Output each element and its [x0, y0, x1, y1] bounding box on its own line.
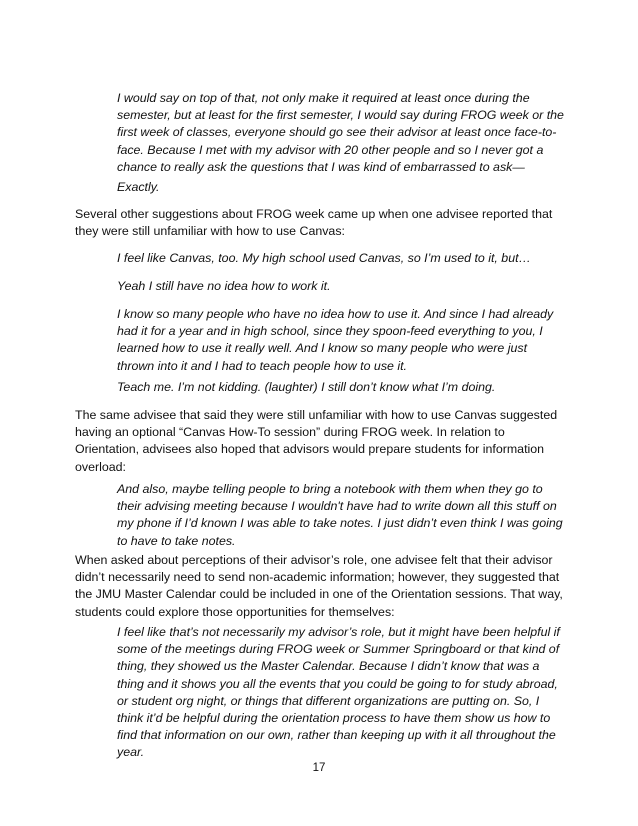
quote-block: I would say on top of that, not only make it required at least once during the semester, but at least for the first semester, I would say during FROG week or the first week of classes, everyone should go see their advisor at least once face-to-face. Because I met with my advisor with 20 other people and so I never got a chance to really ask the questions that I was kind of embarrassed to ask— [117, 91, 564, 174]
quote-block: I feel like Canvas, too. My high school used Canvas, so I’m used to it, but… [117, 251, 531, 265]
body-paragraph: The same advisee that said they were still unfamiliar with how to use Canvas suggested having an optional “Canvas How-To session” during FROG week. In relation to Orientation, advisees also hoped that advisors would prepare students for information overload: [75, 408, 558, 474]
body-paragraph: When asked about perceptions of their advisor’s role, one advisee felt that their advisor didn’t necessarily need to send non-academic information; however, they suggested that the JMU Master Calendar could be included in one of the Orientation sessions. That way, students could explore those opportunities for themselves: [75, 553, 563, 619]
body-paragraph: Several other suggestions about FROG week came up when one advisee reported that they were still unfamiliar with how to use Canvas: [75, 207, 553, 239]
quote-block: Yeah I still have no idea how to work it. [117, 279, 331, 293]
quote-block: And also, maybe telling people to bring a notebook with them when they go to their advising meeting because I wouldn't have had to write down all this stuff on my phone if I’d known I was able to take notes. I just didn’t even think I was going to have to take notes. [117, 482, 563, 548]
quote-block: Teach me. I’m not kidding. (laughter) I still don’t know what I’m doing. [117, 380, 496, 394]
quote-block: Exactly. [117, 180, 160, 194]
page-number: 17 [312, 762, 326, 774]
quote-block: I feel like that’s not necessarily my advisor’s role, but it might have been helpful if some of the meetings during FROG week or Summer Springboard or that kind of thing, they showed us the Master Calendar. Because I didn’t know that was a thing and it shows you all the events that you could be going to for study abroad, or student org night, or things that different organizations are putting on. So, I think it’d be helpful during the orientation process to have them show us how to find that information on our own, rather than keeping up with it all throughout the year. [117, 625, 560, 760]
quote-block: I know so many people who have no idea how to use it. And since I had already had it for a year and in high school, since they spoon-feed everything to you, I learned how to use it really well. And I know so many people who were just thrown into it and I had to teach people how to use it. [117, 307, 554, 373]
